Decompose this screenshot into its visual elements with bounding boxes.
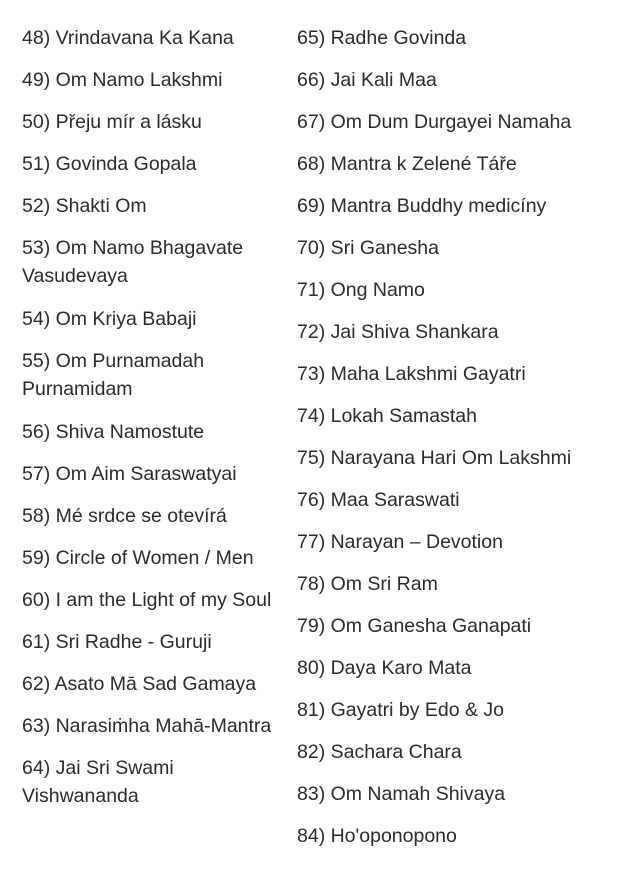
song-list-item[interactable]: 83) Om Namah Shivaya (297, 783, 506, 805)
song-list-item[interactable]: 67) Om Dum Durgayei Namaha (297, 111, 572, 133)
song-list-item[interactable]: 65) Radhe Govinda (297, 27, 467, 49)
song-list-right-column (297, 24, 615, 864)
song-list-item[interactable]: 73) Maha Lakshmi Gayatri (297, 363, 526, 385)
song-list-item[interactable]: 79) Om Ganesha Ganapati (297, 615, 532, 637)
song-list-item[interactable]: 48) Vrindavana Ka Kana (22, 27, 234, 49)
song-list-item[interactable]: 49) Om Namo Lakshmi (22, 69, 223, 91)
song-list-item[interactable]: 81) Gayatri by Edo & Jo (297, 699, 505, 721)
song-list-item[interactable]: 64) Jai Sri Swami Vishwananda (22, 757, 174, 807)
song-list-item[interactable]: 75) Narayana Hari Om Lakshmi (297, 447, 572, 469)
song-list-item[interactable]: 57) Om Aim Saraswatyai (22, 463, 237, 485)
song-list-item[interactable]: 56) Shiva Namostute (22, 421, 205, 443)
song-list-item[interactable]: 53) Om Namo Bhagavate Vasudevaya (22, 237, 244, 287)
song-list-item[interactable]: 51) Govinda Gopala (22, 153, 197, 175)
song-list-item[interactable]: 69) Mantra Buddhy medicíny (297, 195, 547, 217)
song-list-item[interactable]: 58) Mé srdce se otevírá (22, 505, 227, 527)
song-list-item[interactable]: 77) Narayan – Devotion (297, 531, 503, 553)
song-list-item[interactable]: 84) Ho'oponopono (297, 825, 457, 847)
song-list-item[interactable]: 71) Ong Namo (297, 279, 425, 301)
song-list-item[interactable]: 54) Om Kriya Babaji (22, 308, 197, 330)
song-list-item[interactable]: 55) Om Purnamadah Purnamidam (22, 350, 205, 400)
song-list-item[interactable]: 59) Circle of Women / Men (22, 547, 254, 569)
song-list-item[interactable]: 80) Daya Karo Mata (297, 657, 472, 679)
song-list-item[interactable]: 61) Sri Radhe - Guruji (22, 631, 212, 653)
song-list-item[interactable]: 66) Jai Kali Maa (297, 69, 437, 91)
song-list-item[interactable]: 68) Mantra k Zelené Táře (297, 153, 517, 175)
song-list-item[interactable]: 52) Shakti Om (22, 195, 147, 217)
song-list-item[interactable]: 60) I am the Light of my Soul (22, 589, 272, 611)
song-list-item[interactable]: 72) Jai Shiva Shankara (297, 321, 499, 343)
song-list-item[interactable]: 74) Lokah Samastah (297, 405, 477, 427)
song-list-item[interactable]: 63) Narasiṁha Mahā-Mantra (22, 715, 272, 737)
song-list-item[interactable]: 70) Sri Ganesha (297, 237, 439, 259)
song-list-item[interactable]: 62) Asato Mā Sad Gamaya (22, 673, 257, 695)
song-list-item[interactable]: 82) Sachara Chara (297, 741, 462, 763)
song-list-left-column (22, 24, 292, 825)
song-list-item[interactable]: 78) Om Sri Ram (297, 573, 438, 595)
song-list-item[interactable]: 50) Přeju mír a lásku (22, 111, 202, 133)
song-list-item[interactable]: 76) Maa Saraswati (297, 489, 460, 511)
